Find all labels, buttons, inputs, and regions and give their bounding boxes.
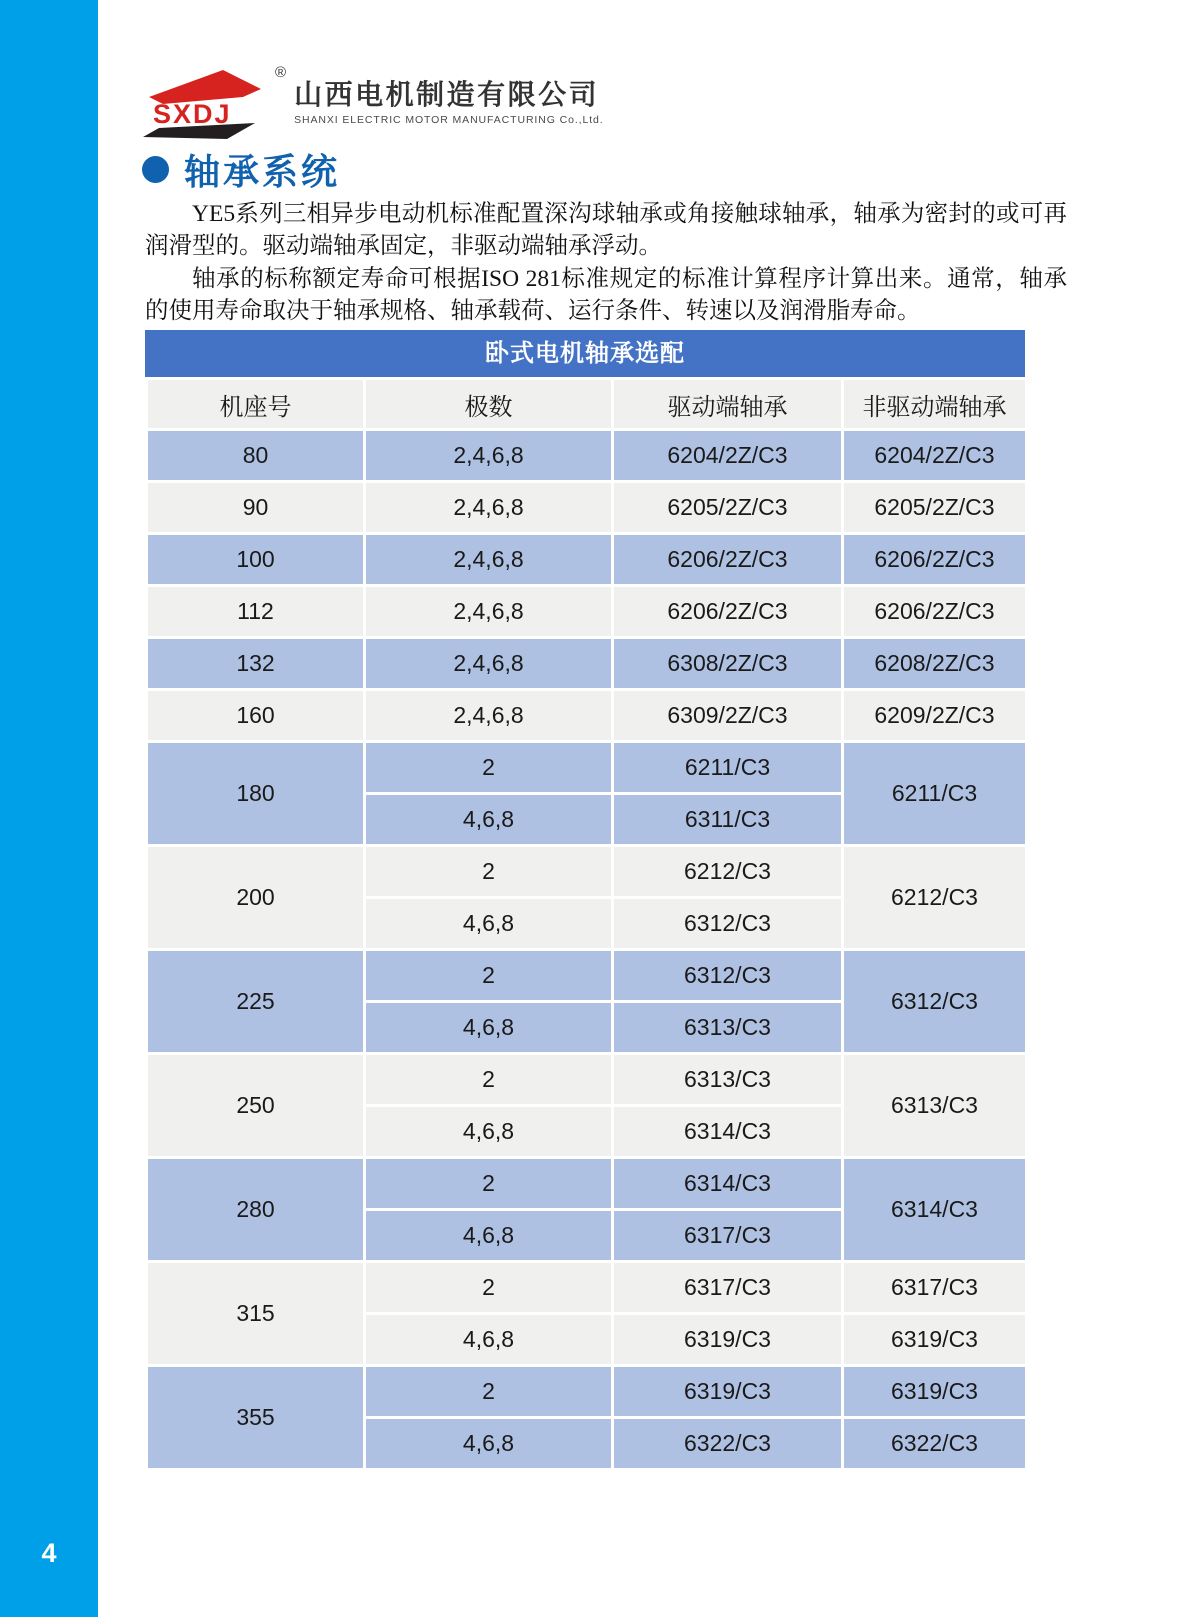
- left-accent-bar: [0, 0, 98, 1617]
- pole-count-cell: 4,6,8: [365, 1210, 613, 1262]
- section-title: 轴承系统: [184, 151, 341, 192]
- drive-end-bearing-cell: 6308/2Z/C3: [613, 638, 843, 690]
- intro-text: [145, 198, 1067, 328]
- table-row: [147, 690, 1027, 742]
- non-drive-end-bearing-cell: 6211/C3: [843, 742, 1027, 846]
- frame-size-cell: 100: [147, 534, 365, 586]
- table-row: [147, 1054, 1027, 1106]
- table-row: [147, 586, 1027, 638]
- table-row: [147, 1158, 1027, 1210]
- registered-trademark-icon: ®: [275, 64, 287, 81]
- drive-end-bearing-cell: 6314/C3: [613, 1158, 843, 1210]
- table-row: [147, 846, 1027, 898]
- header-frame-size: 机座号: [147, 379, 365, 430]
- company-logo: [143, 66, 604, 140]
- non-drive-end-bearing-cell: 6319/C3: [843, 1366, 1027, 1418]
- table-row: [147, 638, 1027, 690]
- table-row: [147, 1366, 1027, 1418]
- pole-count-cell: 2,4,6,8: [365, 430, 613, 482]
- frame-size-cell: 90: [147, 482, 365, 534]
- pole-count-cell: 4,6,8: [365, 1106, 613, 1158]
- frame-size-cell: 200: [147, 846, 365, 950]
- non-drive-end-bearing-cell: 6212/C3: [843, 846, 1027, 950]
- non-drive-end-bearing-cell: 6206/2Z/C3: [843, 534, 1027, 586]
- drive-end-bearing-cell: 6313/C3: [613, 1054, 843, 1106]
- pole-count-cell: 2: [365, 1054, 613, 1106]
- non-drive-end-bearing-cell: 6313/C3: [843, 1054, 1027, 1158]
- frame-size-cell: 250: [147, 1054, 365, 1158]
- frame-size-cell: 112: [147, 586, 365, 638]
- non-drive-end-bearing-cell: 6317/C3: [843, 1262, 1027, 1314]
- frame-size-cell: 355: [147, 1366, 365, 1470]
- drive-end-bearing-cell: 6319/C3: [613, 1314, 843, 1366]
- header-pole-count: 极数: [365, 379, 613, 430]
- frame-size-cell: 280: [147, 1158, 365, 1262]
- intro-paragraph-2: 轴承的标称额定寿命可根据ISO 281标准规定的标准计算程序计算出来。通常，轴承的使用寿命取决于轴承规格、轴承载荷、运行条件、转速以及润滑脂寿命。: [145, 265, 1067, 325]
- table-row: [147, 1262, 1027, 1314]
- table-row: [147, 950, 1027, 1002]
- pole-count-cell: 4,6,8: [365, 794, 613, 846]
- non-drive-end-bearing-cell: 6206/2Z/C3: [843, 586, 1027, 638]
- drive-end-bearing-cell: 6319/C3: [613, 1366, 843, 1418]
- bullet-circle-icon: [142, 156, 169, 183]
- pole-count-cell: 2,4,6,8: [365, 534, 613, 586]
- pole-count-cell: 2,4,6,8: [365, 482, 613, 534]
- header-non-drive-end-bearing: 非驱动端轴承: [843, 379, 1027, 430]
- company-name-en: SHANXI ELECTRIC MOTOR MANUFACTURING Co.,Ltd.: [294, 113, 604, 126]
- frame-size-cell: 180: [147, 742, 365, 846]
- pole-count-cell: 2,4,6,8: [365, 638, 613, 690]
- page-number: 4: [41, 1538, 57, 1568]
- table-row: [147, 430, 1027, 482]
- table-row: [147, 742, 1027, 794]
- non-drive-end-bearing-cell: 6208/2Z/C3: [843, 638, 1027, 690]
- pole-count-cell: 4,6,8: [365, 898, 613, 950]
- frame-size-cell: 80: [147, 430, 365, 482]
- pole-count-cell: 2: [365, 1158, 613, 1210]
- drive-end-bearing-cell: 6311/C3: [613, 794, 843, 846]
- pole-count-cell: 4,6,8: [365, 1418, 613, 1470]
- table-row: [147, 534, 1027, 586]
- non-drive-end-bearing-cell: 6322/C3: [843, 1418, 1027, 1470]
- frame-size-cell: 132: [147, 638, 365, 690]
- non-drive-end-bearing-cell: 6205/2Z/C3: [843, 482, 1027, 534]
- drive-end-bearing-cell: 6206/2Z/C3: [613, 586, 843, 638]
- table-title: 卧式电机轴承选配: [145, 330, 1025, 377]
- table-row: [147, 482, 1027, 534]
- non-drive-end-bearing-cell: 6314/C3: [843, 1158, 1027, 1262]
- company-name-cn: 山西电机制造有限公司: [294, 79, 600, 110]
- pole-count-cell: 2: [365, 950, 613, 1002]
- pole-count-cell: 2: [365, 1262, 613, 1314]
- drive-end-bearing-cell: 6312/C3: [613, 898, 843, 950]
- drive-end-bearing-cell: 6313/C3: [613, 1002, 843, 1054]
- section-heading: [142, 144, 340, 195]
- drive-end-bearing-cell: 6204/2Z/C3: [613, 430, 843, 482]
- bearing-table-section: [145, 330, 1025, 1471]
- drive-end-bearing-cell: 6206/2Z/C3: [613, 534, 843, 586]
- pole-count-cell: 2: [365, 846, 613, 898]
- header-drive-end-bearing: 驱动端轴承: [613, 379, 843, 430]
- drive-end-bearing-cell: 6312/C3: [613, 950, 843, 1002]
- pole-count-cell: 2,4,6,8: [365, 586, 613, 638]
- non-drive-end-bearing-cell: 6319/C3: [843, 1314, 1027, 1366]
- frame-size-cell: 225: [147, 950, 365, 1054]
- frame-size-cell: 315: [147, 1262, 365, 1366]
- non-drive-end-bearing-cell: 6312/C3: [843, 950, 1027, 1054]
- pole-count-cell: 2,4,6,8: [365, 690, 613, 742]
- table-header-row: [147, 379, 1027, 430]
- frame-size-cell: 160: [147, 690, 365, 742]
- drive-end-bearing-cell: 6317/C3: [613, 1262, 843, 1314]
- bearing-table: [145, 377, 1028, 1471]
- bearing-table-body: [147, 430, 1027, 1470]
- drive-end-bearing-cell: 6212/C3: [613, 846, 843, 898]
- drive-end-bearing-cell: 6314/C3: [613, 1106, 843, 1158]
- drive-end-bearing-cell: 6309/2Z/C3: [613, 690, 843, 742]
- pole-count-cell: 2: [365, 742, 613, 794]
- pole-count-cell: 2: [365, 1366, 613, 1418]
- pole-count-cell: 4,6,8: [365, 1314, 613, 1366]
- sxdj-logo-icon: [143, 66, 271, 140]
- non-drive-end-bearing-cell: 6209/2Z/C3: [843, 690, 1027, 742]
- drive-end-bearing-cell: 6211/C3: [613, 742, 843, 794]
- pole-count-cell: 4,6,8: [365, 1002, 613, 1054]
- svg-text:SXDJ: SXDJ: [153, 99, 232, 129]
- drive-end-bearing-cell: 6322/C3: [613, 1418, 843, 1470]
- non-drive-end-bearing-cell: 6204/2Z/C3: [843, 430, 1027, 482]
- drive-end-bearing-cell: 6317/C3: [613, 1210, 843, 1262]
- intro-paragraph-1: YE5系列三相异步电动机标准配置深沟球轴承或角接触球轴承，轴承为密封的或可再润滑型的。驱动端轴承固定，非驱动端轴承浮动。: [145, 201, 1067, 260]
- drive-end-bearing-cell: 6205/2Z/C3: [613, 482, 843, 534]
